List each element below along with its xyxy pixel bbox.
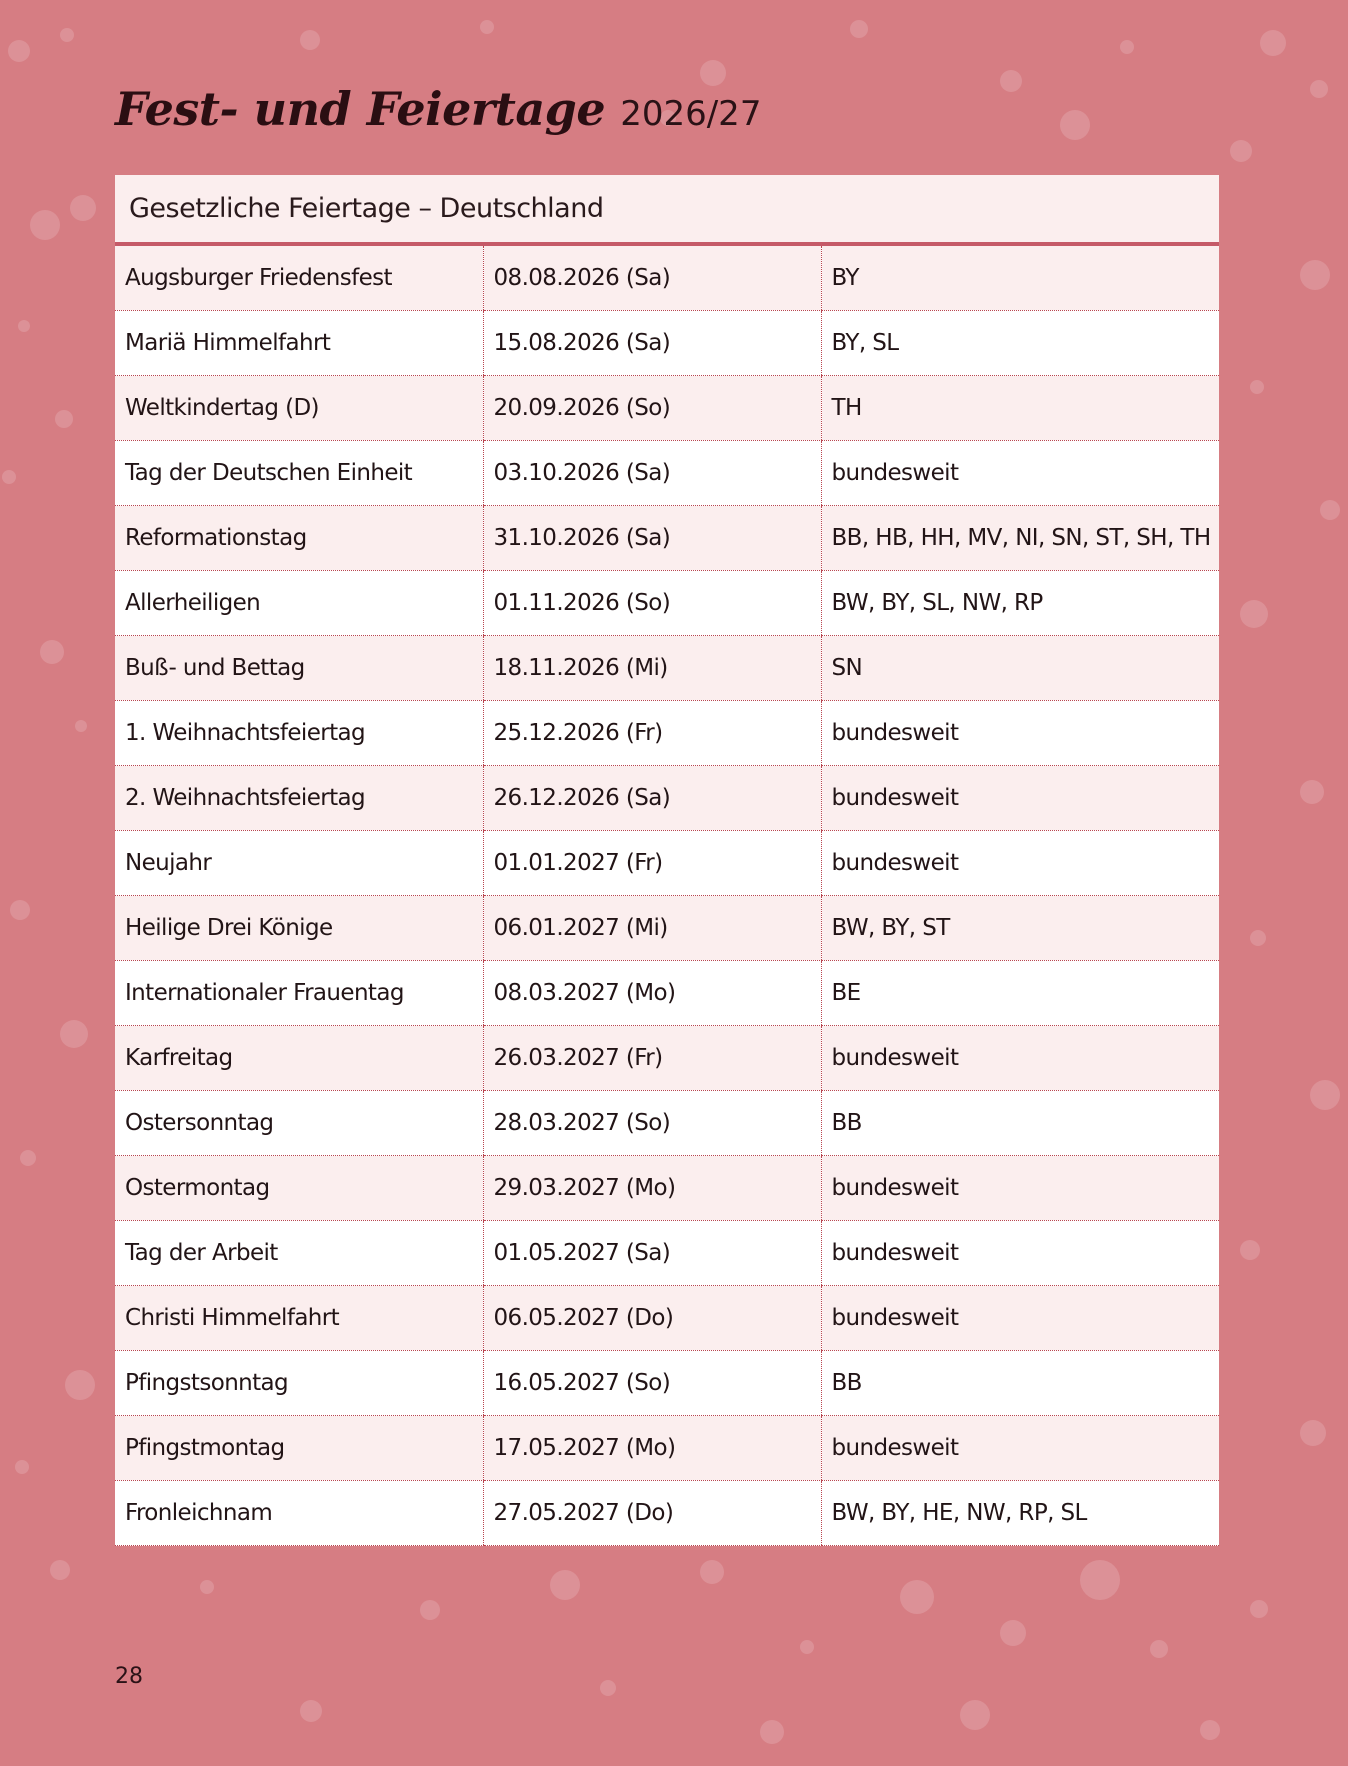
- holiday-name-cell: Augsburger Friedensfest: [115, 246, 483, 311]
- holiday-date-cell: 06.05.2027 (Do): [483, 1286, 821, 1351]
- holiday-region-cell: BY: [821, 246, 1219, 311]
- holiday-date-cell: 29.03.2027 (Mo): [483, 1156, 821, 1221]
- holiday-name-cell: Buß- und Bettag: [115, 636, 483, 701]
- holiday-region-cell: TH: [821, 376, 1219, 441]
- holiday-region-cell: BB: [821, 1091, 1219, 1156]
- holiday-name-cell: Internationaler Frauentag: [115, 961, 483, 1026]
- holiday-region-cell: bundesweit: [821, 766, 1219, 831]
- table-row: [115, 961, 1219, 1026]
- holiday-date-cell: 01.01.2027 (Fr): [483, 831, 821, 896]
- table-row: [115, 1156, 1219, 1221]
- holiday-name-cell: Tag der Arbeit: [115, 1221, 483, 1286]
- table-row: [115, 1091, 1219, 1156]
- table-row: [115, 376, 1219, 441]
- holiday-name-cell: 1. Weihnachtsfeiertag: [115, 701, 483, 766]
- holiday-name-cell: Neujahr: [115, 831, 483, 896]
- title-year: 2026/27: [620, 94, 762, 134]
- table-caption: Gesetzliche Feiertage – Deutschland: [115, 175, 1219, 246]
- table-row: [115, 1026, 1219, 1091]
- table-row: [115, 766, 1219, 831]
- holiday-region-cell: bundesweit: [821, 701, 1219, 766]
- table-row: [115, 246, 1219, 311]
- holiday-name-cell: Ostermontag: [115, 1156, 483, 1221]
- holiday-name-cell: Ostersonntag: [115, 1091, 483, 1156]
- holiday-name-cell: Fronleichnam: [115, 1481, 483, 1546]
- holiday-region-cell: BW, BY, ST: [821, 896, 1219, 961]
- holiday-table-body: [115, 246, 1219, 1546]
- holiday-name-cell: Weltkindertag (D): [115, 376, 483, 441]
- holiday-name-cell: Pfingstsonntag: [115, 1351, 483, 1416]
- holiday-name-cell: Allerheiligen: [115, 571, 483, 636]
- holiday-date-cell: 25.12.2026 (Fr): [483, 701, 821, 766]
- holiday-table: [115, 175, 1219, 1546]
- holiday-region-cell: BW, BY, SL, NW, RP: [821, 571, 1219, 636]
- holiday-date-cell: 28.03.2027 (So): [483, 1091, 821, 1156]
- holiday-region-cell: BW, BY, HE, NW, RP, SL: [821, 1481, 1219, 1546]
- holiday-date-cell: 26.03.2027 (Fr): [483, 1026, 821, 1091]
- holiday-region-cell: BE: [821, 961, 1219, 1026]
- holiday-region-cell: bundesweit: [821, 441, 1219, 506]
- holiday-date-cell: 08.08.2026 (Sa): [483, 246, 821, 311]
- holiday-name-cell: Pfingstmontag: [115, 1416, 483, 1481]
- holiday-name-cell: Mariä Himmelfahrt: [115, 311, 483, 376]
- holiday-date-cell: 06.01.2027 (Mi): [483, 896, 821, 961]
- holiday-date-cell: 16.05.2027 (So): [483, 1351, 821, 1416]
- holiday-date-cell: 20.09.2026 (So): [483, 376, 821, 441]
- holiday-region-cell: BB: [821, 1351, 1219, 1416]
- holiday-region-cell: bundesweit: [821, 1416, 1219, 1481]
- holiday-region-cell: bundesweit: [821, 1286, 1219, 1351]
- page-title: [115, 82, 761, 136]
- table-row: [115, 311, 1219, 376]
- holiday-name-cell: Karfreitag: [115, 1026, 483, 1091]
- table-row: [115, 1416, 1219, 1481]
- holiday-date-cell: 01.05.2027 (Sa): [483, 1221, 821, 1286]
- holiday-name-cell: 2. Weihnachtsfeiertag: [115, 766, 483, 831]
- holiday-name-cell: Reformationstag: [115, 506, 483, 571]
- table-row: [115, 831, 1219, 896]
- holiday-region-cell: BB, HB, HH, MV, NI, SN, ST, SH, TH: [821, 506, 1219, 571]
- holiday-date-cell: 17.05.2027 (Mo): [483, 1416, 821, 1481]
- holiday-date-cell: 08.03.2027 (Mo): [483, 961, 821, 1026]
- table-row: [115, 571, 1219, 636]
- holiday-region-cell: bundesweit: [821, 1156, 1219, 1221]
- holiday-date-cell: 31.10.2026 (Sa): [483, 506, 821, 571]
- table-row: [115, 441, 1219, 506]
- holiday-date-cell: 15.08.2026 (Sa): [483, 311, 821, 376]
- holiday-region-cell: bundesweit: [821, 831, 1219, 896]
- holiday-date-cell: 03.10.2026 (Sa): [483, 441, 821, 506]
- table-row: [115, 1221, 1219, 1286]
- table-row: [115, 1481, 1219, 1546]
- table-row: [115, 636, 1219, 701]
- table-row: [115, 1351, 1219, 1416]
- holiday-date-cell: 27.05.2027 (Do): [483, 1481, 821, 1546]
- table-row: [115, 896, 1219, 961]
- table-row: [115, 1286, 1219, 1351]
- table-row: [115, 701, 1219, 766]
- holiday-date-cell: 18.11.2026 (Mi): [483, 636, 821, 701]
- holiday-name-cell: Heilige Drei Könige: [115, 896, 483, 961]
- holiday-region-cell: bundesweit: [821, 1221, 1219, 1286]
- title-script: Fest- und Feiertage: [115, 82, 606, 136]
- holiday-region-cell: BY, SL: [821, 311, 1219, 376]
- holiday-date-cell: 01.11.2026 (So): [483, 571, 821, 636]
- holiday-name-cell: Tag der Deutschen Einheit: [115, 441, 483, 506]
- page-number: 28: [115, 1664, 143, 1689]
- holiday-region-cell: bundesweit: [821, 1026, 1219, 1091]
- table-row: [115, 506, 1219, 571]
- holiday-date-cell: 26.12.2026 (Sa): [483, 766, 821, 831]
- holiday-region-cell: SN: [821, 636, 1219, 701]
- holiday-name-cell: Christi Himmelfahrt: [115, 1286, 483, 1351]
